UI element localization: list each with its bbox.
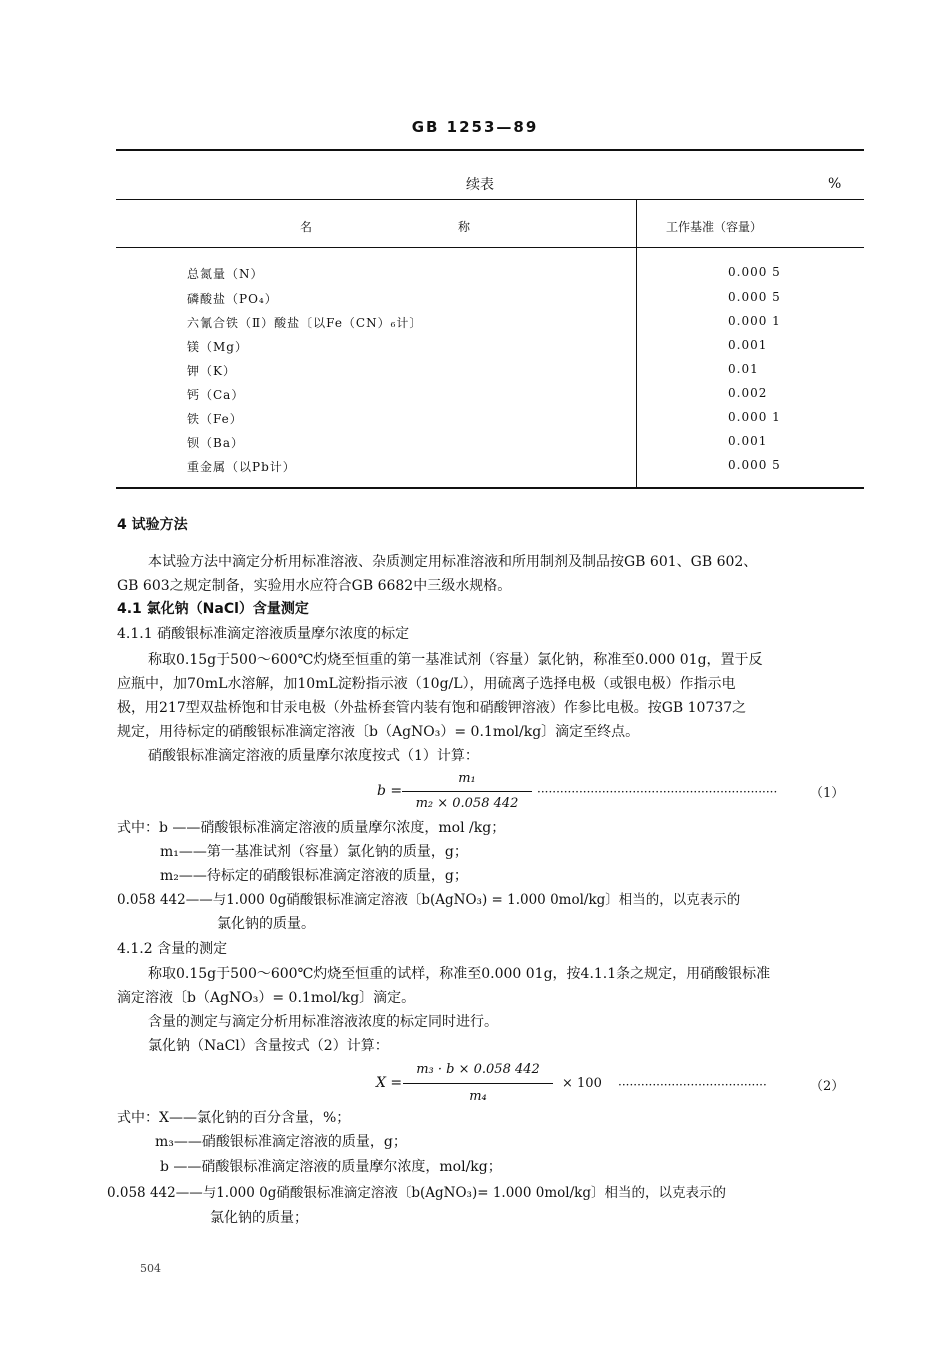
standard-number: GB 1253—89 — [411, 118, 539, 136]
formula2-numerator: m₃ · b × 0.058 442 — [416, 1062, 540, 1077]
subsection-heading: 4.1 氯化钠（NaCl）含量测定 — [117, 601, 309, 617]
where-line: m₃——硝酸银标准滴定溶液的质量，g； — [155, 1134, 407, 1150]
subsection-heading: 4.1.1 硝酸银标准滴定溶液质量摩尔浓度的标定 — [117, 626, 410, 642]
header-rule — [116, 149, 864, 151]
formula1-leader-dots: ······························································· — [537, 785, 778, 799]
table-unit: % — [828, 176, 842, 192]
formula2-fraction-bar — [403, 1083, 553, 1084]
where-line: m₁——第一基准试剂（容量）氯化钠的质量，g； — [160, 844, 468, 860]
where-line: b ——硝酸银标准滴定溶液的质量摩尔浓度，mol/kg； — [160, 1159, 502, 1175]
paragraph-line: 滴定溶液〔b（AgNO₃）= 0.1mol/kg〕滴定。 — [117, 990, 416, 1006]
table-top-rule — [116, 199, 864, 200]
formula1-number: （1） — [810, 786, 845, 801]
table-bottom-rule — [116, 487, 864, 489]
formula1-lhs: b = — [377, 783, 403, 799]
where-line: 氯化钠的质量； — [210, 1210, 308, 1226]
formula2-denominator: m₄ — [469, 1089, 487, 1104]
formula1-denominator: m₂ × 0.058 442 — [415, 796, 519, 811]
paragraph-line: 本试验方法中滴定分析用标准溶液、杂质测定用标准溶液和所用制剂及制品按GB 601、GB 602、 — [148, 554, 758, 570]
paragraph-line: 极，用217型双盐桥饱和甘汞电极（外盐桥套管内装有饱和硝酸钾溶液）作参比电极。按GB 10737之 — [117, 700, 747, 716]
page-number: 504 — [140, 1262, 161, 1275]
table-header-rule — [116, 247, 864, 248]
paragraph-line: 应瓶中，加70mL水溶解，加10mL淀粉指示液（10g/L），用硫离子选择电极（或银电极）作指示电 — [117, 676, 736, 692]
paragraph-line: 规定，用待标定的硝酸银标准滴定溶液〔b（AgNO₃）= 0.1mol/kg〕滴定至终点。 — [117, 724, 640, 740]
section-heading: 4 试验方法 — [117, 517, 188, 533]
where-line: 0.058 442——与1.000 0g硝酸银标准滴定溶液〔b(AgNO₃) = 1.000 0mol/kg〕相当的，以克表示的 — [117, 892, 741, 908]
paragraph-line: 称取0.15g于500～600℃灼烧至恒重的试样，称准至0.000 01g，按4.1.1条之规定，用硝酸银标准 — [148, 966, 771, 982]
col-header-value: 工作基准（容量） — [666, 220, 763, 234]
paragraph-line: 含量的测定与滴定分析用标准溶液浓度的标定同时进行。 — [148, 1014, 498, 1030]
paragraph-line: 氯化钠（NaCl）含量按式（2）计算： — [148, 1038, 389, 1054]
subsection-heading: 4.1.2 含量的测定 — [117, 941, 228, 957]
table-column-divider — [636, 199, 637, 488]
formula2-lhs: X = — [376, 1075, 403, 1091]
formula2-multiplier: × 100 — [562, 1076, 602, 1091]
formula2-leader-dots: ······································· — [618, 1078, 767, 1092]
paragraph-line: 硝酸银标准滴定溶液的质量摩尔浓度按式（1）计算： — [148, 748, 479, 764]
paragraph-line: 称取0.15g于500～600℃灼烧至恒重的第一基准试剂（容量）氯化钠，称准至0.000 01g，置于反 — [148, 652, 763, 668]
formula2-number: （2） — [810, 1079, 845, 1094]
where-line: 式中：b ——硝酸银标准滴定溶液的质量摩尔浓度，mol /kg； — [117, 820, 506, 836]
formula1-numerator: m₁ — [458, 771, 476, 786]
where-line: 式中：X——氯化钠的百分含量，%； — [117, 1110, 351, 1126]
col-header-name: 名 称 — [300, 220, 470, 234]
paragraph-line: GB 603之规定制备，实验用水应符合GB 6682中三级水规格。 — [117, 578, 512, 594]
where-line: m₂——待标定的硝酸银标准滴定溶液的质量，g； — [160, 868, 468, 884]
table-caption: 续表 — [466, 177, 494, 193]
formula1-fraction-bar — [402, 791, 532, 792]
where-line: 氯化钠的质量。 — [217, 916, 315, 932]
where-line: 0.058 442——与1.000 0g硝酸银标准滴定溶液〔b(AgNO₃)= 1.000 0mol/kg〕相当的，以克表示的 — [107, 1185, 726, 1201]
